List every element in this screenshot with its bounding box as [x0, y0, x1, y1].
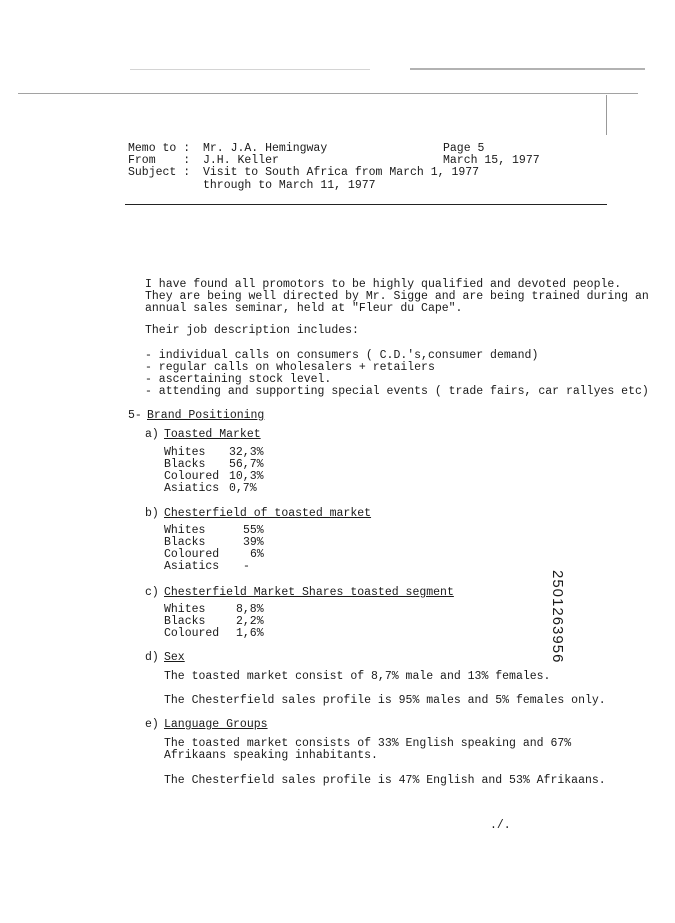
subsection-letter: d)	[145, 651, 159, 664]
scan-noise-mark	[606, 95, 607, 135]
body-line: The Chesterfield sales profile is 47% English and 53% Afrikaans.	[164, 774, 606, 787]
memo-subject-line2: through to March 11, 1977	[203, 179, 376, 192]
row-label: Blacks	[164, 536, 206, 549]
subsection-letter: c)	[145, 586, 159, 599]
section-title: Brand Positioning	[147, 409, 265, 422]
memo-page: Page 5	[443, 142, 485, 155]
row-label: Blacks	[164, 458, 206, 471]
row-value: 2,2%	[236, 615, 264, 628]
subsection-title: Sex	[164, 651, 185, 664]
memo-subject-line1: Visit to South Africa from March 1, 1977	[203, 166, 480, 179]
continuation-mark: ./.	[490, 819, 511, 832]
row-label: Asiatics	[164, 560, 220, 573]
body-line: Afrikaans speaking inhabitants.	[164, 749, 378, 762]
row-label: Coloured	[164, 627, 220, 640]
bullet-item: - attending and supporting special events ( trade fairs, car rallyes etc)	[145, 385, 649, 398]
bullet-item: - regular calls on wholesalers + retailers	[145, 361, 435, 374]
row-value: 55%	[243, 524, 264, 537]
intro-line: They are being well directed by Mr. Sigge and are being trained during an	[145, 290, 649, 303]
row-value: 56,7%	[229, 458, 264, 471]
body-line: The toasted market consists of 33% English speaking and 67%	[164, 737, 572, 750]
bullet-item: - individual calls on consumers ( C.D.'s,consumer demand)	[145, 349, 539, 362]
memo-subject-label: Subject :	[128, 166, 191, 179]
row-value: 1,6%	[236, 627, 264, 640]
intro-line: I have found all promotors to be highly qualified and devoted people.	[145, 278, 622, 291]
bates-number: 2501263956	[549, 570, 566, 664]
subsection-title: Toasted Market	[164, 428, 261, 441]
row-value: 0,7%	[229, 482, 257, 495]
subsection-title: Chesterfield of toasted market	[164, 507, 372, 520]
subsection-letter: e)	[145, 718, 159, 731]
row-label: Whites	[164, 524, 206, 537]
row-label: Coloured	[164, 470, 220, 483]
body-line: The toasted market consist of 8,7% male and 13% females.	[164, 670, 551, 683]
scan-noise-line	[130, 69, 370, 70]
row-value: 39%	[243, 536, 264, 549]
job-heading: Their job description includes:	[145, 324, 359, 337]
memo-date: March 15, 1977	[443, 154, 540, 167]
subsection-letter: a)	[145, 428, 159, 441]
row-value: 8,8%	[236, 603, 264, 616]
row-value: -	[243, 560, 250, 573]
subsection-letter: b)	[145, 507, 159, 520]
row-value: 32,3%	[229, 446, 264, 459]
scan-noise-line	[18, 93, 638, 94]
row-label: Whites	[164, 603, 206, 616]
scan-noise-line	[410, 68, 645, 70]
row-value: 6%	[250, 548, 264, 561]
row-value: 10,3%	[229, 470, 264, 483]
row-label: Coloured	[164, 548, 220, 561]
row-label: Whites	[164, 446, 206, 459]
row-label: Blacks	[164, 615, 206, 628]
intro-line: annual sales seminar, held at "Fleur du Cape".	[145, 302, 463, 315]
memo-to-value: Mr. J.A. Hemingway	[203, 142, 328, 155]
memo-from-value: J.H. Keller	[203, 154, 279, 167]
body-line: The Chesterfield sales profile is 95% males and 5% females only.	[164, 694, 606, 707]
bullet-item: - ascertaining stock level.	[145, 373, 332, 386]
subsection-title: Language Groups	[164, 718, 268, 731]
header-rule	[125, 204, 607, 205]
memo-from-label: From :	[128, 154, 191, 167]
memo-to-label: Memo to :	[128, 142, 191, 155]
subsection-title: Chesterfield Market Shares toasted segment	[164, 586, 454, 599]
section-number: 5-	[128, 409, 142, 422]
row-label: Asiatics	[164, 482, 220, 495]
